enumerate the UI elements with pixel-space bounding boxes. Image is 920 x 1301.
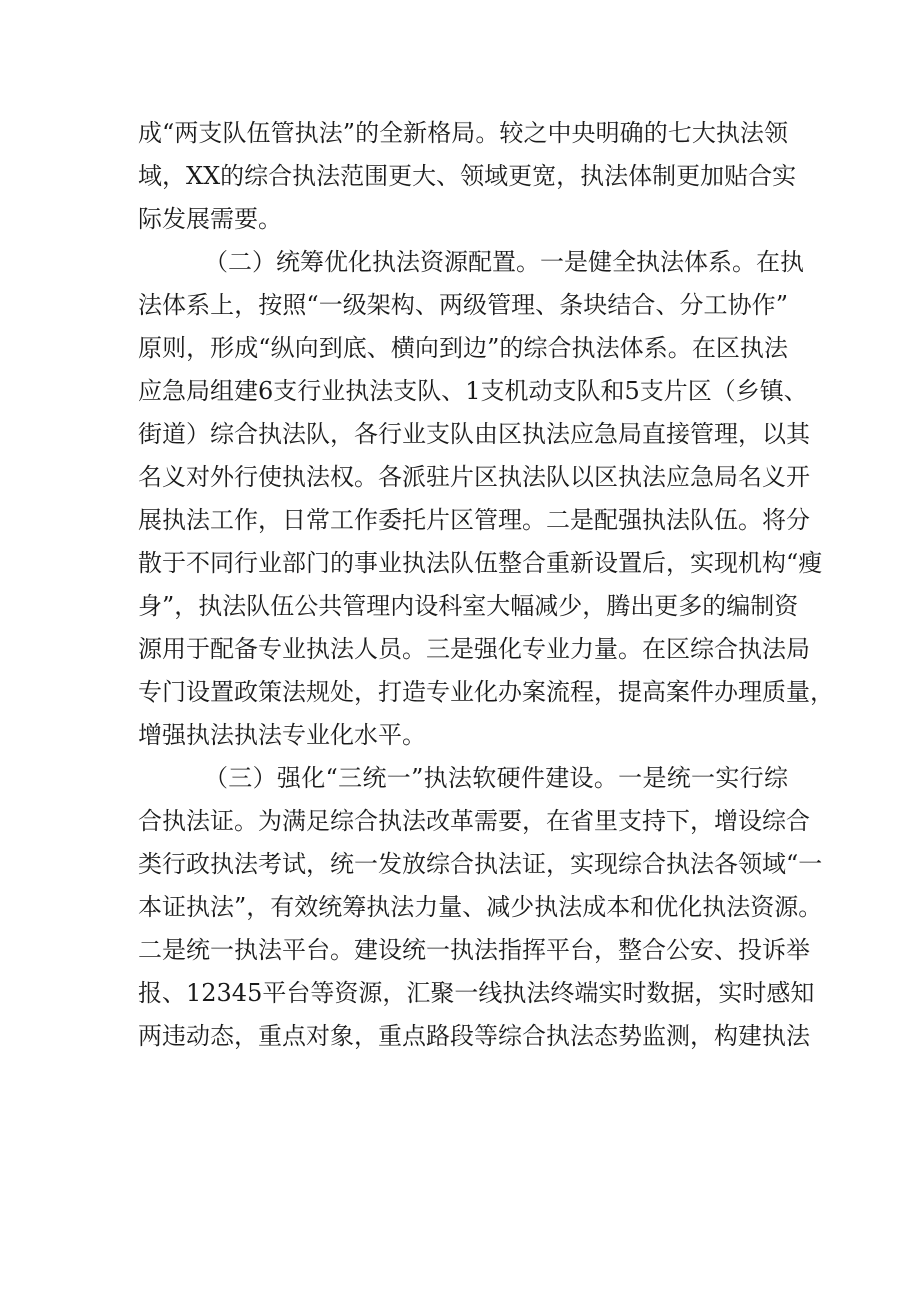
paragraph-3-line-5: 二是统一执法平台。建设统一执法指挥平台，整合公安、投诉举 xyxy=(138,936,810,964)
paragraph-3-line-4: 本证执法”，有效统筹执法力量、减少执法成本和优化执法资源。 xyxy=(138,893,823,921)
paragraph-2-line-12: 增强执法执法专业化水平。 xyxy=(138,721,426,749)
paragraph-2-line-5: 街道）综合执法队，各行业支队由区执法应急局直接管理，以其 xyxy=(138,420,810,448)
paragraph-3-line-6: 报、12345平台等资源，汇聚一线执法终端实时数据，实时感知 xyxy=(138,979,815,1007)
paragraph-2-line-1: （二）统筹优化执法资源配置。一是健全执法体系。在执 xyxy=(204,248,804,276)
paragraph-2-line-11: 专门设置政策法规处，打造专业化办案流程，提高案件办理质量， xyxy=(138,678,834,706)
body-text xyxy=(138,112,834,1058)
paragraph-2-line-2: 法体系上，按照“一级架构、两级管理、条块结合、分工协作” xyxy=(138,291,788,319)
paragraph-2-line-10: 源用于配备专业执法人员。三是强化专业力量。在区综合执法局 xyxy=(138,635,810,663)
paragraph-1-line-2: 域，XX的综合执法范围更大、领域更宽，执法体制更加贴合实 xyxy=(138,162,797,190)
paragraph-2-line-8: 散于不同行业部门的事业执法队伍整合重新设置后，实现机构“瘦 xyxy=(138,549,823,577)
paragraph-2-line-6: 名义对外行使执法权。各派驻片区执法队以区执法应急局名义开 xyxy=(138,463,810,491)
paragraph-2-line-7: 展执法工作，日常工作委托片区管理。二是配强执法队伍。将分 xyxy=(138,506,810,534)
paragraph-1-line-3: 际发展需要。 xyxy=(138,205,282,233)
paragraph-3-line-2: 合执法证。为满足综合执法改革需要，在省里支持下，增设综合 xyxy=(138,807,810,835)
paragraph-2-line-9: 身”，执法队伍公共管理内设科室大幅减少，腾出更多的编制资 xyxy=(138,592,799,620)
paragraph-1-line-1: 成“两支队伍管执法”的全新格局。较之中央明确的七大执法领 xyxy=(138,119,788,147)
paragraph-3-line-1: （三）强化“三统一”执法软硬件建设。一是统一实行综 xyxy=(204,764,788,792)
paragraph-3-line-7: 两违动态，重点对象，重点路段等综合执法态势监测，构建执法 xyxy=(138,1022,810,1050)
paragraph-2-line-4: 应急局组建6支行业执法支队、1支机动支队和5支片区（乡镇、 xyxy=(138,377,808,405)
paragraph-3-line-3: 类行政执法考试，统一发放综合执法证，实现综合执法各领域“一 xyxy=(138,850,823,878)
paragraph-2-line-3: 原则，形成“纵向到底、横向到边”的综合执法体系。在区执法 xyxy=(138,334,788,362)
